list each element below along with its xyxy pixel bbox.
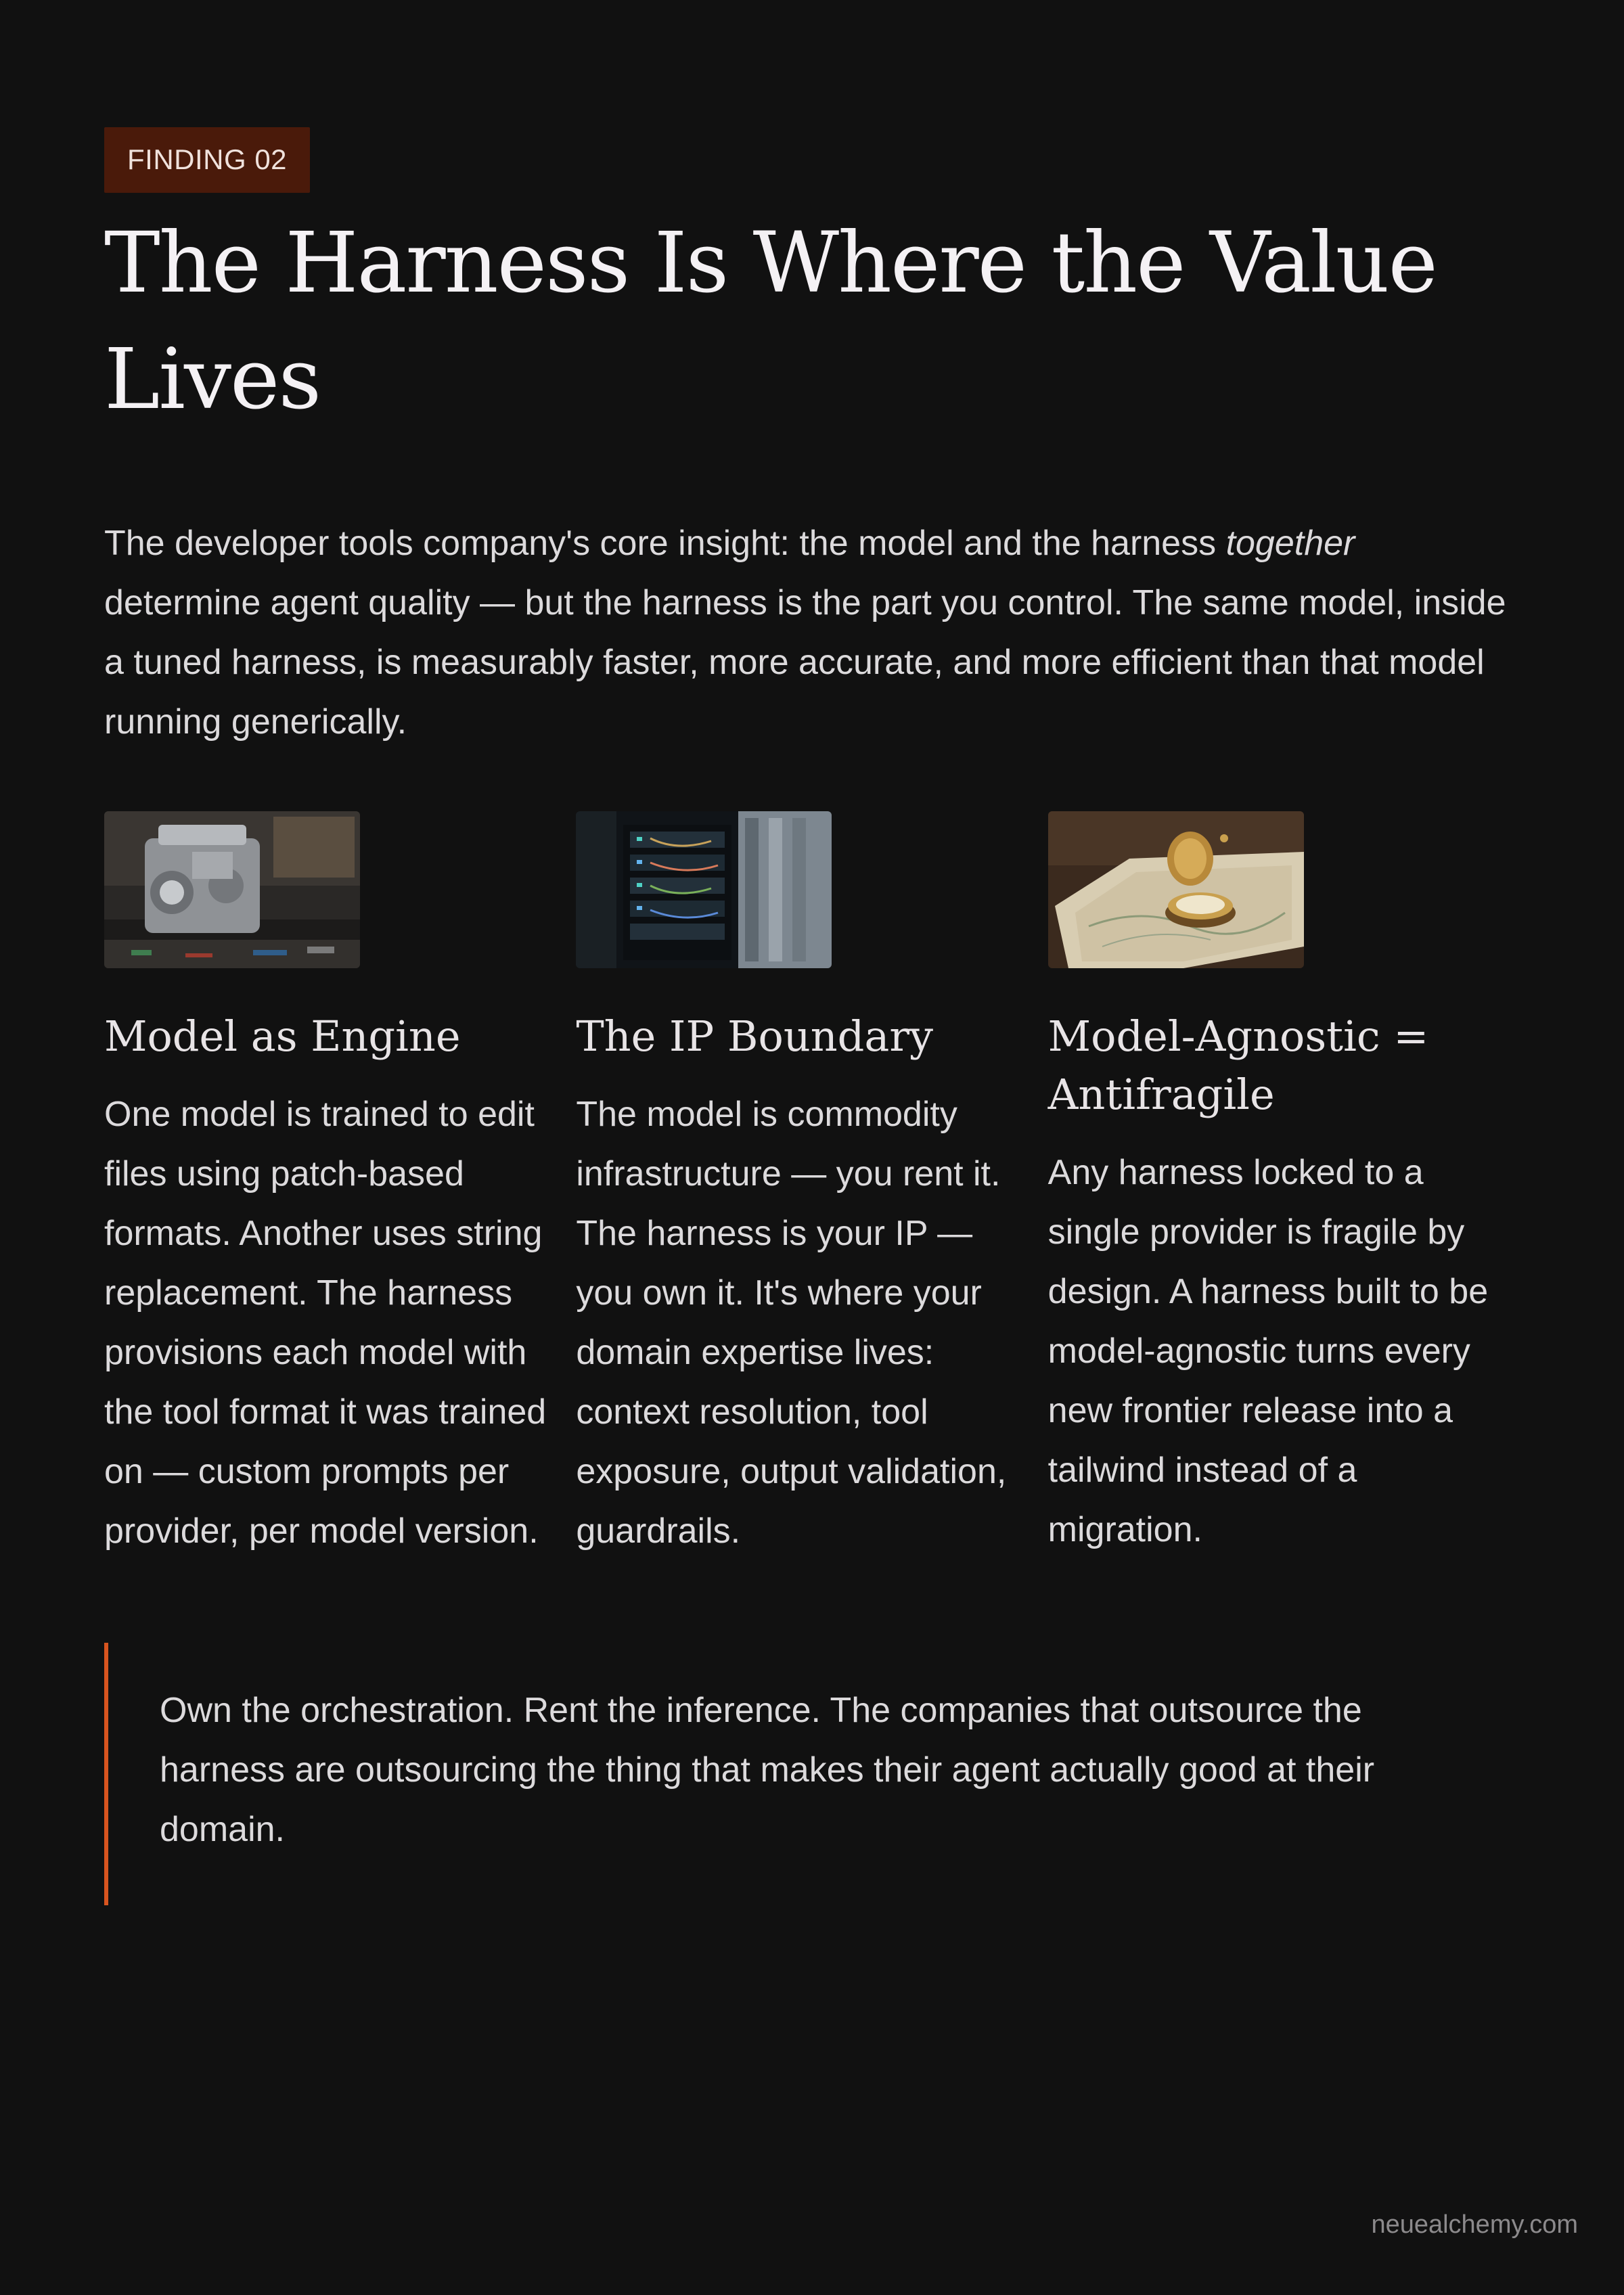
card-title: The IP Boundary	[576, 1012, 933, 1061]
card-model-as-engine	[104, 811, 576, 1561]
card-title: Model-Agnostic = Antifragile	[1047, 1012, 1429, 1119]
intro-paragraph	[104, 514, 1520, 752]
card-model-agnostic	[1048, 811, 1520, 1561]
finding-badge: FINDING 02	[104, 127, 310, 193]
card-ip-boundary	[576, 811, 1047, 1561]
card-body: One model is trained to edit files using patch-based formats. Another uses string replacement. The harness provisions each model with the tool format it was trained on — custom prompts per provider, per model version.	[104, 1095, 547, 1551]
intro-text-end: determine agent quality — but the harness is the part you control. The same model, inside a tuned harness, is measurably faster, more accurate, and more efficient than that model running generically.	[104, 583, 1506, 742]
finding-section	[104, 127, 1520, 1561]
intro-emphasis: together	[1225, 524, 1355, 563]
card-body: The model is commodity infrastructure — you rent it. The harness is your IP — you own it. It's where your domain expertise lives: context resolution, tool exposure, output validation, guardrails.	[576, 1095, 1007, 1551]
page-title: The Harness Is Where the Value Lives	[104, 214, 1437, 428]
compass-map-image	[1048, 811, 1304, 968]
pull-quote	[104, 1643, 1462, 1905]
card-title: Model as Engine	[104, 1012, 461, 1061]
card-row	[104, 811, 1520, 1561]
engine-image	[104, 811, 360, 968]
card-body: Any harness locked to a single provider is fragile by design. A harness built to be model-agnostic turns every new frontier release into a tailwind instead of a migration.	[1047, 1153, 1489, 1549]
server-rack-image	[576, 811, 832, 968]
quote-text: Own the orchestration. Rent the inference. The companies that outsource the harness are outsourcing the thing that makes their agent actually good at their domain.	[160, 1691, 1375, 1849]
site-url: neuealchemy.com	[1371, 2210, 1578, 2239]
intro-text-start: The developer tools company's core insight: the model and the harness	[104, 524, 1226, 563]
